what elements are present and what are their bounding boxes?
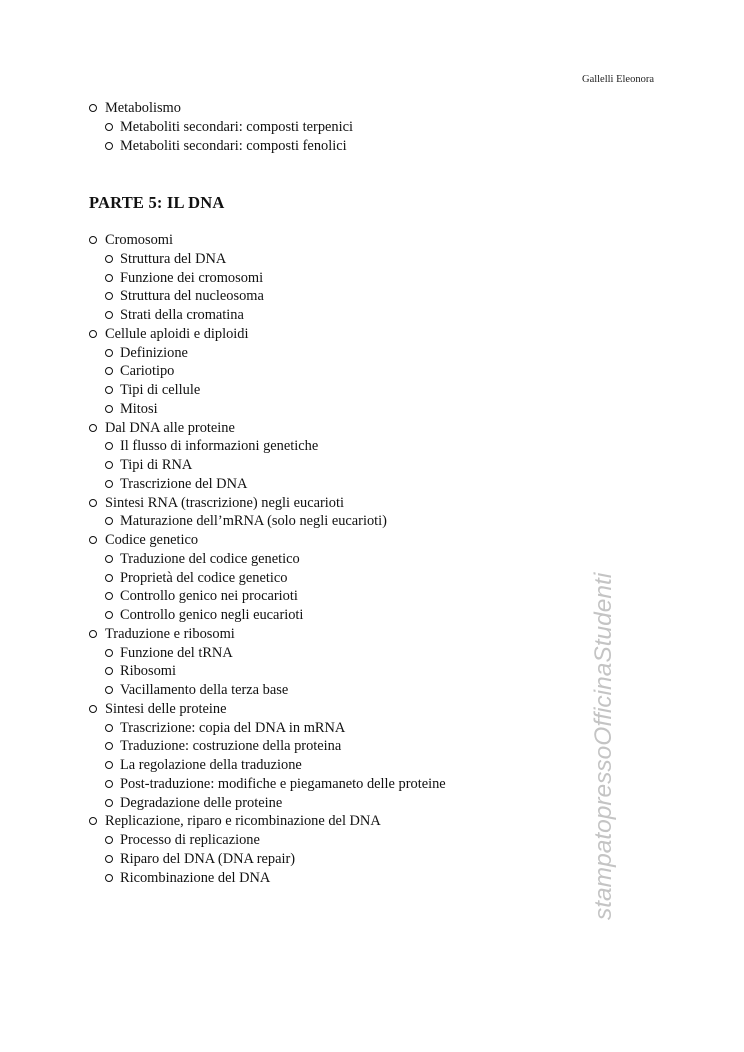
- outline-subitem: [89, 118, 353, 137]
- section-title: PARTE 5: IL DNA: [89, 193, 225, 212]
- bullet-circle-icon: [105, 855, 113, 863]
- outline-item-text: Tipi di cellule: [120, 382, 201, 398]
- outline-item: [89, 531, 446, 550]
- outline-item-text: Funzione del tRNA: [120, 644, 233, 661]
- outline-subitem: [89, 587, 446, 606]
- bullet-circle-icon: [105, 686, 113, 694]
- outline-item-text: Mitosi: [120, 400, 158, 417]
- watermark: stampatopressoOfficinaStudenti: [590, 572, 617, 920]
- outline-item-text: Trascrizione: copia del DNA in mRNA: [120, 719, 346, 736]
- outline-subitem: [89, 306, 446, 325]
- outline-item-text: Maturazione dell’mRNA (solo negli eucarioti): [120, 513, 387, 530]
- outline-item-text: Replicazione, riparo e ricombinazione del DNA: [105, 813, 381, 830]
- bullet-circle-icon: [89, 330, 97, 338]
- bullet-circle-icon: [89, 817, 97, 825]
- bullet-circle-icon: [89, 236, 97, 244]
- outline-item-text: Cromosomi: [105, 232, 173, 248]
- bullet-circle-icon: [89, 104, 97, 112]
- bullet-circle-icon: [105, 611, 113, 619]
- outline-subitem: [89, 512, 446, 531]
- outline-item-text: Traduzione: costruzione della proteina: [120, 738, 342, 755]
- bullet-circle-icon: [89, 536, 97, 544]
- outline-item-text: La regolazione della traduzione: [120, 757, 302, 773]
- outline-subitem: [89, 775, 446, 794]
- bullet-circle-icon: [105, 667, 113, 675]
- outline-item-text: Struttura del nucleosoma: [120, 288, 264, 305]
- outline-item-text: Struttura del DNA: [120, 250, 227, 267]
- bullet-circle-icon: [105, 874, 113, 882]
- outline-item-text: Ricombinazione del DNA: [120, 869, 271, 886]
- outline-subitem: [89, 831, 446, 850]
- outline-item: [89, 419, 446, 438]
- outline-item: [89, 700, 446, 719]
- outline-item-text: Definizione: [120, 344, 188, 361]
- outline-item-text: Vacillamento della terza base: [120, 682, 289, 698]
- outline-subitem: [89, 344, 446, 363]
- header-author: Gallelli Eleonora: [581, 74, 654, 85]
- outline-item-text: Degradazione delle proteine: [120, 794, 283, 811]
- outline-item-text: Metabolismo: [105, 100, 181, 116]
- bullet-circle-icon: [105, 292, 113, 300]
- outline-subitem: [89, 756, 446, 775]
- bullet-circle-icon: [105, 799, 113, 807]
- outline-subitem: [89, 869, 446, 888]
- outline-item-text: Sintesi delle proteine: [105, 700, 227, 717]
- outline-item: [89, 231, 446, 250]
- bullet-circle-icon: [105, 349, 113, 357]
- outline-item-text: Strati della cromatina: [120, 307, 244, 323]
- outline-item-text: Il flusso di informazioni genetiche: [120, 438, 319, 455]
- bullet-circle-icon: [105, 367, 113, 375]
- outline-item-text: Funzione dei cromosomi: [120, 269, 264, 286]
- bullet-circle-icon: [105, 311, 113, 319]
- outline-subitem: [89, 362, 446, 381]
- outline-subitem: [89, 550, 446, 569]
- outline-subitem: [89, 137, 353, 156]
- bullet-circle-icon: [105, 649, 113, 657]
- bullet-circle-icon: [89, 705, 97, 713]
- bullet-circle-icon: [105, 123, 113, 131]
- outline-item-text: Trascrizione del DNA: [120, 475, 248, 492]
- bullet-circle-icon: [105, 836, 113, 844]
- outline-item-text: Controllo genico nei procarioti: [120, 588, 298, 605]
- outline-subitem: [89, 400, 446, 419]
- outline-subitem: [89, 250, 446, 269]
- outline-subitem: [89, 737, 446, 756]
- outline-item-text: Metaboliti secondari: composti terpenici: [120, 118, 353, 135]
- outline-subitem: [89, 381, 446, 400]
- outline-item: [89, 325, 446, 344]
- bullet-circle-icon: [89, 424, 97, 432]
- outline-subitem: [89, 719, 446, 738]
- bullet-circle-icon: [105, 761, 113, 769]
- outline-subitem: [89, 475, 446, 494]
- bullet-circle-icon: [105, 574, 113, 582]
- bullet-circle-icon: [105, 724, 113, 732]
- bullet-circle-icon: [105, 555, 113, 563]
- bullet-circle-icon: [105, 461, 113, 469]
- bullet-circle-icon: [105, 480, 113, 488]
- outline-subitem: [89, 606, 446, 625]
- bullet-circle-icon: [105, 742, 113, 750]
- outline-item-text: Controllo genico negli eucarioti: [120, 607, 304, 623]
- bullet-circle-icon: [105, 142, 113, 150]
- outline-item-text: Tipi di RNA: [120, 457, 193, 473]
- outline-subitem: [89, 794, 446, 813]
- outline-subitem: [89, 644, 446, 663]
- bullet-circle-icon: [89, 630, 97, 638]
- outline-item: [89, 494, 446, 513]
- outline-subitem: [89, 456, 446, 475]
- outline-item-text: Cariotipo: [120, 363, 175, 380]
- outline-item-text: Traduzione del codice genetico: [120, 550, 300, 567]
- outline-item-text: Metaboliti secondari: composti fenolici: [120, 137, 347, 154]
- main-outline-list: [89, 231, 446, 887]
- bullet-circle-icon: [105, 780, 113, 788]
- bullet-circle-icon: [105, 442, 113, 450]
- outline-item: [89, 625, 446, 644]
- outline-item-text: Cellule aploidi e diploidi: [105, 325, 249, 342]
- outline-item-text: Riparo del DNA (DNA repair): [120, 850, 296, 867]
- bullet-circle-icon: [105, 592, 113, 600]
- outline-item-text: Dal DNA alle proteine: [105, 419, 235, 436]
- outline-item: [89, 812, 446, 831]
- outline-item-text: Codice genetico: [105, 532, 199, 548]
- outline-item-text: Post-traduzione: modifiche e piegamaneto delle proteine: [120, 775, 446, 792]
- outline-subitem: [89, 662, 446, 681]
- outline-item-text: Traduzione e ribosomi: [105, 625, 235, 642]
- bullet-circle-icon: [89, 499, 97, 507]
- outline-item-text: Processo di replicazione: [120, 832, 260, 848]
- outline-item-text: Ribosomi: [120, 663, 176, 680]
- outline-item-text: Proprietà del codice genetico: [120, 569, 288, 586]
- outline-subitem: [89, 569, 446, 588]
- bullet-circle-icon: [105, 386, 113, 394]
- outline-item-text: Sintesi RNA (trascrizione) negli eucarioti: [105, 494, 344, 511]
- bullet-circle-icon: [105, 255, 113, 263]
- bullet-circle-icon: [105, 274, 113, 282]
- outline-subitem: [89, 287, 446, 306]
- outline-subitem: [89, 850, 446, 869]
- outline-subitem: [89, 681, 446, 700]
- bullet-circle-icon: [105, 405, 113, 413]
- top-outline-list: [89, 99, 353, 155]
- outline-subitem: [89, 269, 446, 288]
- outline-subitem: [89, 437, 446, 456]
- bullet-circle-icon: [105, 517, 113, 525]
- outline-item: [89, 99, 353, 118]
